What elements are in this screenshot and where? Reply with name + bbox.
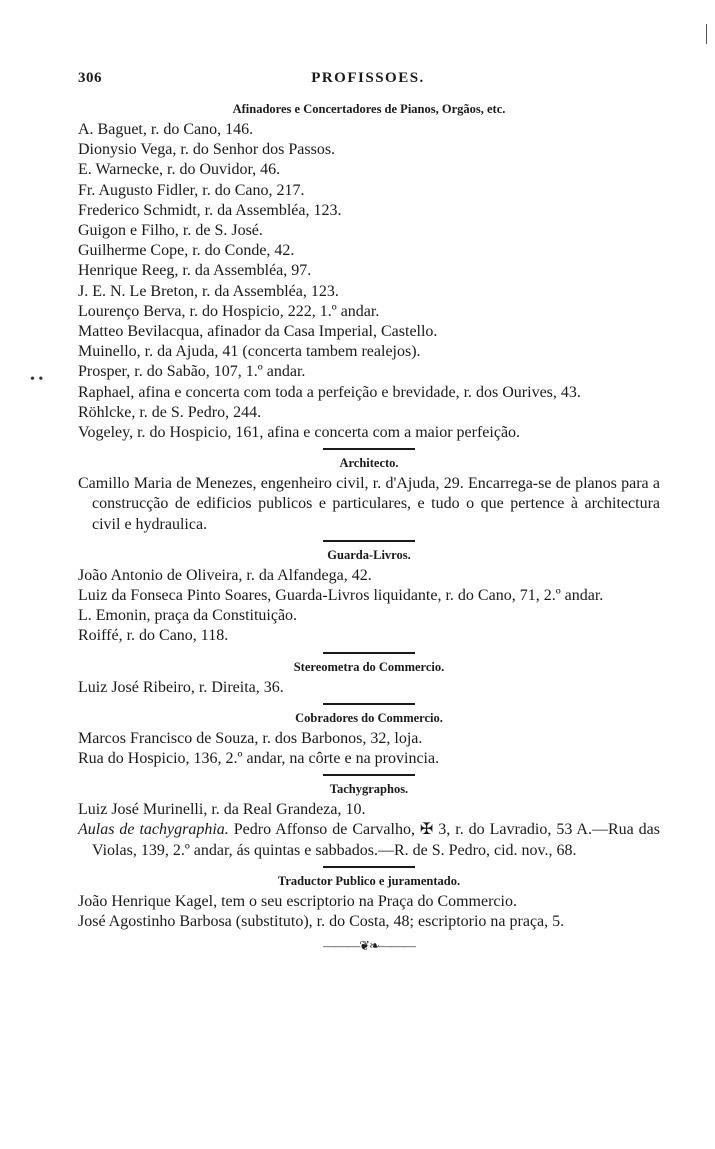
directory-entry: Guigon e Filho, r. de S. José. — [78, 222, 263, 240]
directory-entry: Muinello, r. da Ajuda, 41 (concerta tambem realejos). — [78, 343, 421, 361]
directory-entry: L. Emonin, praça da Constituição. — [78, 607, 298, 625]
page-number: 306 — [78, 70, 102, 86]
section-divider — [323, 540, 415, 542]
end-ornament: ———❦❧——— — [323, 938, 415, 954]
directory-entry: A. Baguet, r. do Cano, 146. — [78, 121, 254, 138]
page-header — [78, 70, 658, 92]
section-divider — [323, 448, 415, 450]
directory-entry: Rua do Hospicio, 136, 2.º andar, na côrte e na provincia. — [78, 750, 440, 768]
directory-entry: Röhlcke, r. de S. Pedro, 244. — [78, 403, 262, 421]
section-heading: Traductor Publico e juramentado. — [277, 873, 461, 888]
section-divider — [323, 774, 415, 776]
directory-entry: Matteo Bevilacqua, afinador da Casa Imperial, Castello. — [78, 323, 438, 341]
directory-entry: Vogeley, r. do Hospicio, 161, afina e concerta com a maior perfeição. — [78, 424, 521, 442]
section-heading: Afinadores e Concertadores de Pianos, Orgãos, etc. — [232, 102, 506, 116]
directory-entry: E. Warnecke, r. do Ouvidor, 46. — [78, 161, 281, 179]
directory-entry: Prosper, r. do Sabão, 107, 1.º andar. — [78, 363, 306, 381]
directory-entry: Luiz da Fonseca Pinto Soares, Guarda-Livros liquidante, r. do Cano, 71, 2.º andar. — [78, 587, 604, 605]
directory-entry: Raphael, afina e concerta com toda a perfeição e brevidade, r. dos Ourives, 43. — [78, 383, 581, 401]
directory-entry-lessons — [78, 820, 660, 860]
section-divider — [323, 866, 415, 868]
section-divider — [323, 652, 415, 654]
directory-entry: Henrique Reeg, r. da Assembléa, 97. — [78, 262, 312, 280]
section-heading: Cobradores do Commercio. — [295, 710, 443, 725]
section-heading: Guarda-Livros. — [327, 547, 411, 562]
directory-entry: Camillo Maria de Menezes, engenheiro civil, r. d'Ajuda, 29. Encarrega-se de planos para a construcção de edificios publicos e particulares, e tudo o que pertence à architectura civil e hydraulica. — [78, 475, 660, 533]
directory-entry: João Antonio de Oliveira, r. da Alfandega, 42. — [78, 566, 372, 584]
section-divider — [323, 703, 415, 705]
directory-entry: Dionysio Vega, r. do Senhor dos Passos. — [78, 141, 336, 159]
section-heading: Tachygraphos. — [329, 782, 409, 797]
directory-entry: Luiz José Murinelli, r. da Real Grandeza, 10. — [78, 801, 366, 819]
directory-entry: José Agostinho Barbosa (substituto), r. do Costa, 48; escriptorio na praça, 5. — [78, 913, 565, 931]
margin-dots: • • — [30, 372, 44, 387]
directory-entry: Lourenço Berva, r. do Hospicio, 222, 1.º andar. — [78, 302, 380, 320]
directory-entry: João Henrique Kagel, tem o seu escriptorio na Praça do Commercio. — [78, 892, 517, 910]
page-title: PROFISSOES. — [311, 70, 425, 86]
directory-entry: Guilherme Cope, r. do Conde, 42. — [78, 242, 295, 260]
section-heading: Architecto. — [339, 456, 399, 471]
entry-italic-prefix: Aulas de tachygraphia. — [78, 821, 229, 839]
scan-edge-mark — [706, 24, 707, 44]
section-heading: Stereometra do Commercio. — [293, 659, 445, 674]
directory-entry: J. E. N. Le Breton, r. da Assembléa, 123. — [78, 282, 339, 300]
directory-entry: Frederico Schmidt, r. da Assembléa, 123. — [78, 201, 342, 219]
page-content — [78, 98, 660, 954]
directory-entry: Fr. Augusto Fidler, r. do Cano, 217. — [78, 181, 305, 199]
directory-entry: Luiz José Ribeiro, r. Direita, 36. — [78, 678, 284, 696]
directory-entry: Roiffé, r. do Cano, 118. — [78, 627, 229, 645]
directory-entry: Marcos Francisco de Souza, r. dos Barbonos, 32, loja. — [78, 729, 423, 747]
entry-text: Pedro Affonso de Carvalho, ✠ 3, r. do Lavradio, 53 A.—Rua das Violas, 139, 2.º andar, ás quintas e sabbados.—R. de S. Pedro, cid. nov., 68. — [92, 821, 661, 859]
